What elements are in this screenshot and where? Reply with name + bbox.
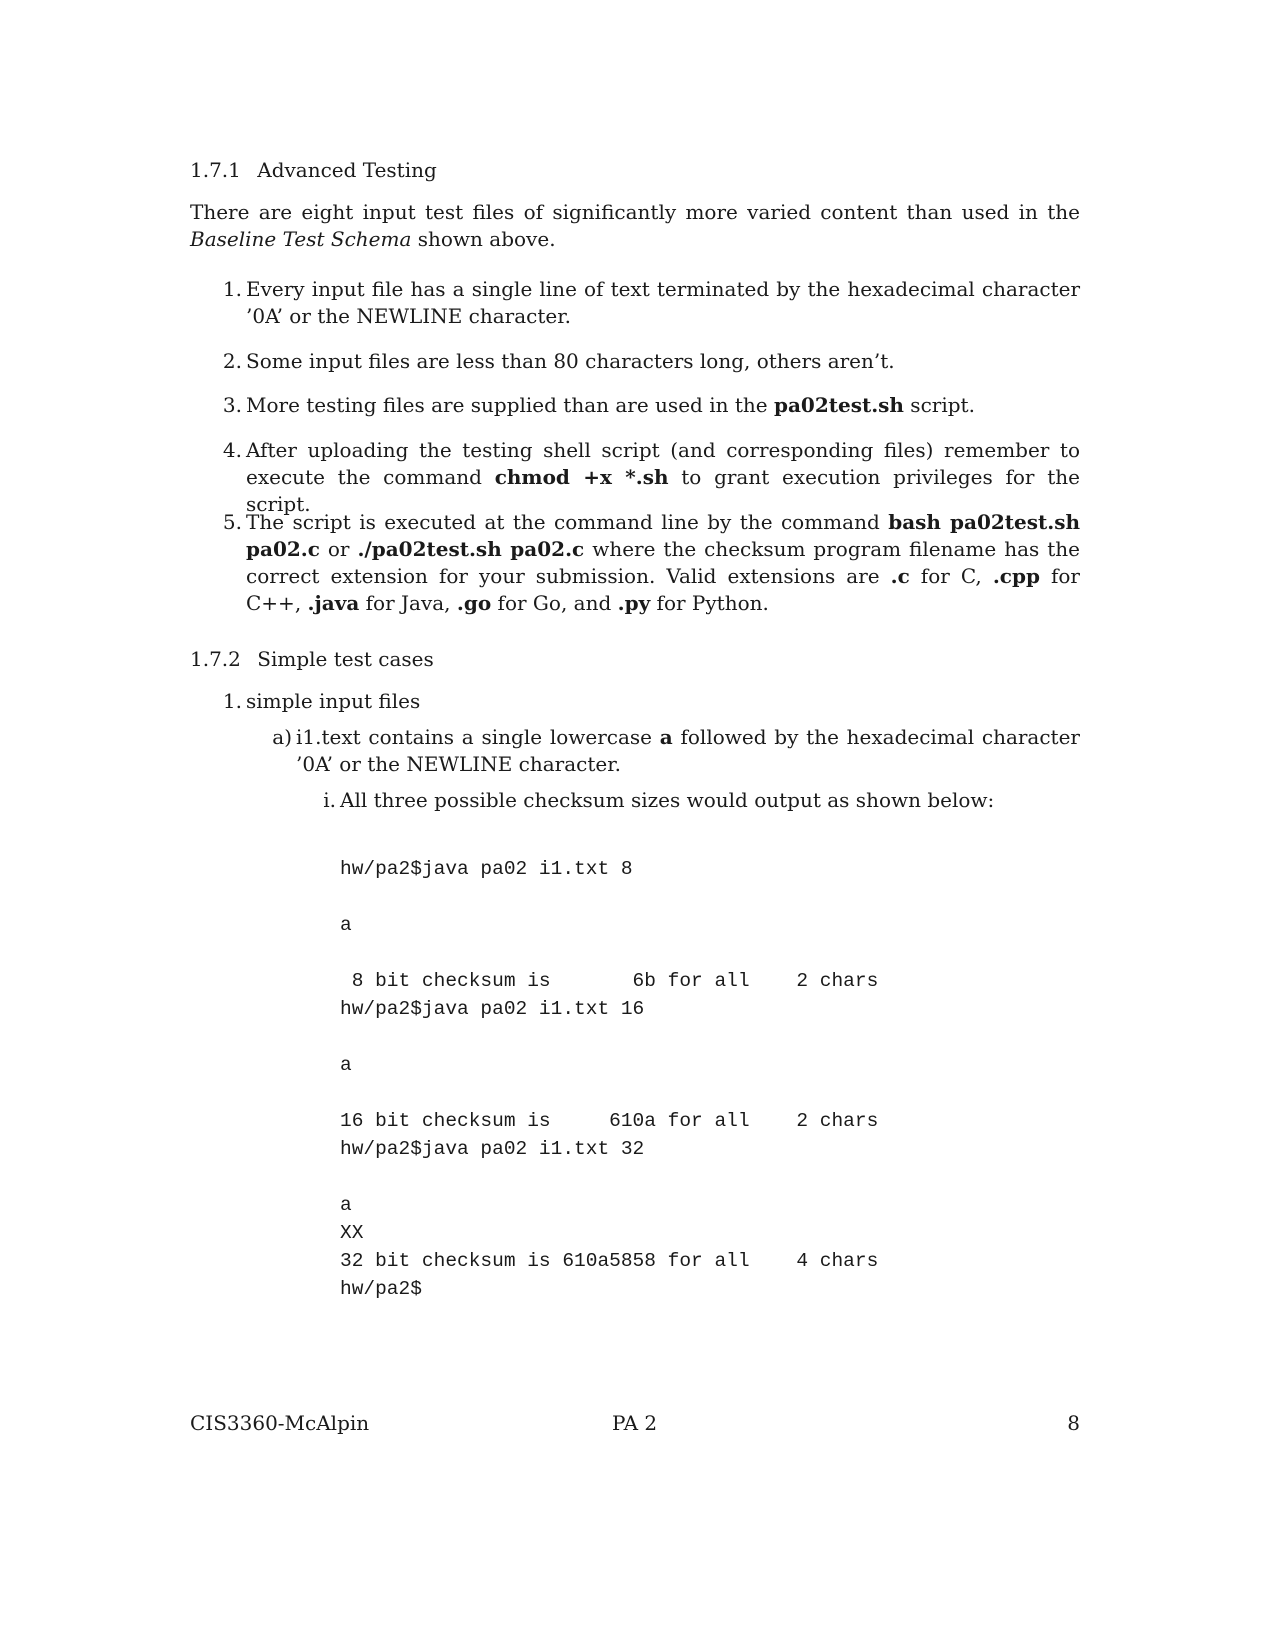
list-item: 3. More testing files are supplied than are used in the pa02test.sh script.: [246, 392, 1080, 419]
list-item: 5. The script is executed at the command line by the command bash pa02test.sh pa02.c or ./pa02test.sh pa02.c where the checksum program filename has the correct extension for your submission. Valid extensions are .c for C, .cpp for C++, .java for Java, .go for Go, and .py for Python.: [246, 509, 1080, 617]
list-marker: a): [272, 725, 292, 749]
footer-course: CIS3360-McAlpin: [190, 1411, 370, 1435]
list-marker: 2.: [222, 349, 242, 373]
sub-sub-list-item: i. All three possible checksum sizes would output as shown below:: [340, 787, 1080, 814]
section-title: Advanced Testing: [257, 158, 437, 182]
list-marker: 5.: [222, 510, 242, 534]
lowercase-a: a: [659, 725, 673, 749]
section-title: Simple test cases: [257, 647, 434, 671]
exec-command: ./pa02test.sh pa02.c: [357, 537, 585, 561]
intro-paragraph: There are eight input test files of significantly more varied content than used in the Baseline Test Schema shown above.: [190, 200, 1080, 251]
list-marker: 1.: [222, 689, 242, 713]
list-item: 4. After uploading the testing shell script (and corresponding files) remember to execute the command chmod +x *.sh to grant execution privileges for the script.: [246, 437, 1080, 518]
sub-list-item: a) i1.text contains a single lowercase a followed by the hexadecimal character ’0A’ or the NEWLINE character.: [296, 724, 1080, 778]
section-number: 1.7.1: [190, 158, 241, 182]
ext-java: .java: [307, 591, 360, 615]
chmod-command: chmod +x *.sh: [494, 465, 669, 489]
baseline-test-schema-emphasis: Baseline Test Schema: [190, 227, 412, 251]
ext-c: .c: [890, 564, 910, 588]
list-item: 1. simple input files: [246, 688, 1080, 715]
ext-go: .go: [456, 591, 492, 615]
document-page: [190, 0, 1080, 1650]
list-item: 1. Every input file has a single line of text terminated by the hexadecimal character ’0A’ or the NEWLINE character.: [246, 276, 1080, 330]
ext-py: .py: [617, 591, 651, 615]
list-marker: i.: [323, 788, 336, 812]
ext-cpp: .cpp: [992, 564, 1040, 588]
bash-command: bash pa02test.sh pa02.c: [246, 510, 1080, 561]
list-item: 2. Some input files are less than 80 characters long, others aren’t.: [246, 348, 1080, 375]
list-marker: 4.: [222, 438, 242, 462]
section-number: 1.7.2: [190, 647, 241, 671]
script-name: pa02test.sh: [773, 393, 904, 417]
list-marker: 3.: [222, 393, 242, 417]
footer-title: PA 2: [612, 1411, 658, 1435]
section-heading-1-7-2: [190, 646, 434, 673]
terminal-output-code-block: hw/pa2$java pa02 i1.txt 8 a 8 bit checksum is 6b for all 2 chars hw/pa2$java pa02 i1.txt 16 a 16 bit checksum is 610a for all 2 chars hw/pa2$java pa02 i1.txt 32 a XX 32 bit checksum is 610a5858 for all 4 chars hw/pa2$: [340, 858, 879, 1300]
section-heading-1-7-1: [190, 157, 437, 184]
footer-page-number: 8: [1067, 1411, 1080, 1435]
list-marker: 1.: [222, 277, 242, 301]
